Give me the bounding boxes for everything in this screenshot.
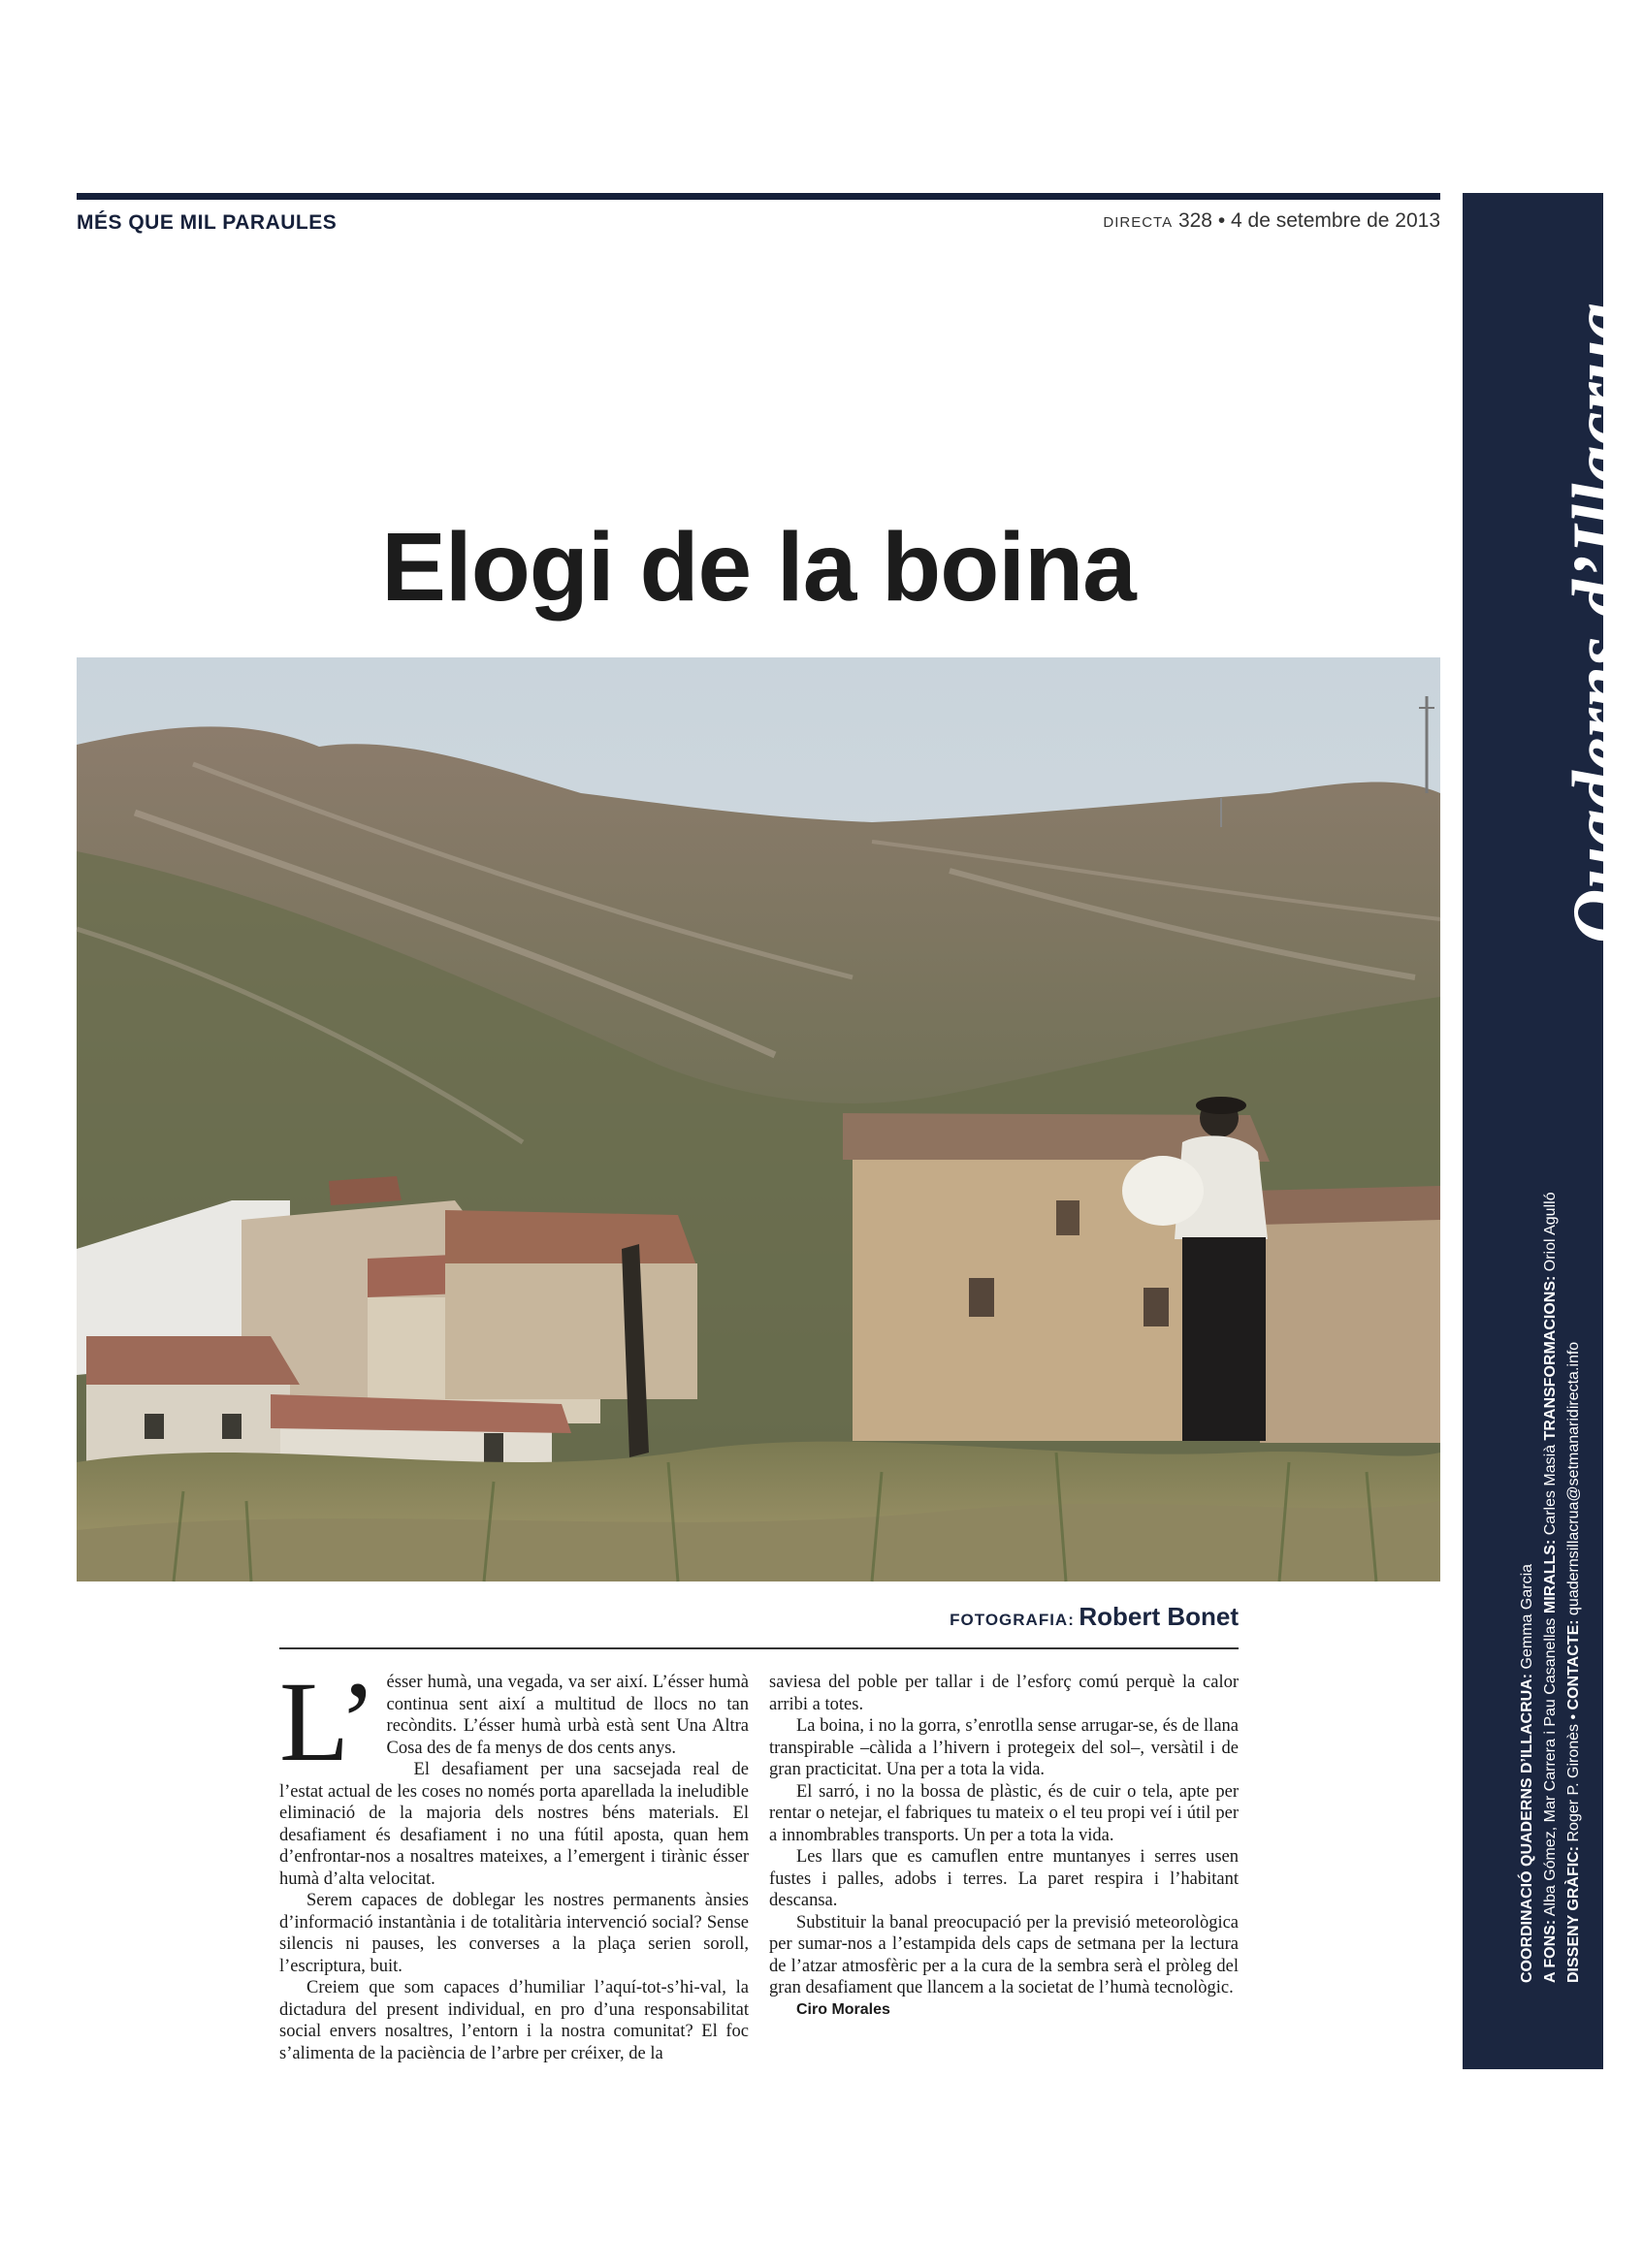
article-paragraph: El desafiament per una sacsejada real de l’estat actual de les coses no només porta aparellada la ineludible eliminació de la majoria dels nostres béns materials. El desafiament és desafiament i no una fútil aposta, quan hem d’enfrontar-nos a nosaltres mateixes, a l’emergent i tirànic ésser humà d’alta velocitat. [279, 1760, 749, 1889]
credit-line [1539, 1192, 1562, 1983]
credit-label: A FONS: [1542, 1919, 1559, 1983]
lead-text: ésser humà, una vegada, va ser així. L’ésser humà continua sent així a multitud de llocs no tan recòndits. L’ésser humà urbà està sent Una Altra Cosa des de fa menys de dos cents anys. [386, 1673, 749, 1758]
credit-label: TRANSFORMACIONS: [1542, 1275, 1559, 1441]
article-paragraph: saviesa del poble per tallar i de l’esforç comú perquè la calor arribi a totes. [769, 1673, 1239, 1714]
sidebar-credits [1516, 1192, 1586, 1983]
credit-text: Alba Gómez, Mar Carrera i Pau Casanellas [1542, 1613, 1559, 1920]
credit-text: Gemma Garcia [1519, 1563, 1535, 1674]
photo-credit-name: Robert Bonet [1079, 1602, 1239, 1631]
article-photo [77, 657, 1440, 1581]
article-column-1 [279, 1658, 749, 2064]
article-paragraph: Creiem que som capaces d’humiliar l’aquí-tot-s’hi-val, la dictadura del present individual, en pro d’una responsabilitat social envers nosaltres, l’entorn i la nostra comunitat? El foc s’alimenta de la paciència de l’arbre per créixer, de la [279, 1978, 749, 2063]
credit-text: Oriol Agulló [1542, 1192, 1559, 1276]
issue-date: 328 • 4 de setembre de 2013 [1177, 209, 1440, 232]
credit-text: Carles Masià [1542, 1440, 1559, 1540]
article-paragraph [279, 1658, 749, 1785]
credit-rule [279, 1647, 1239, 1649]
credit-label: CONTACTE: [1565, 1619, 1582, 1710]
article-headline: Elogi de la boina [381, 513, 1136, 622]
article-paragraph: Serem capaces de doblegar les nostres permanents ànsies d’informació instantània i de totalitària intervenció social? Sense silencis ni pauses, les converses a la plaça serien soroll, l’escriptura, buit. [279, 1891, 749, 1976]
article-column-2 [769, 1672, 1239, 2021]
header-rule [77, 193, 1440, 200]
credit-line [1516, 1192, 1539, 1983]
credit-label: COORDINACIÓ QUADERNS D’ILLACRUA: [1519, 1673, 1535, 1983]
photo-credit [950, 1602, 1239, 1632]
article-paragraph: El sarró, i no la bossa de plàstic, és de cuir o tela, apte per rentar o netejar, el fabriques tu mateix o el teu propi veí i útil per a innombrables transports. Un per a tota la vida. [769, 1781, 1239, 1845]
publication-name: DIRECTA [1103, 214, 1174, 231]
article-author: Ciro Morales [796, 2000, 890, 2018]
photo-credit-label: FOTOGRAFIA: [950, 1611, 1075, 1629]
credit-label: DISSENY GRÀFIC: [1565, 1845, 1582, 1983]
sidebar-title: Quaderns d’Illacrua [1557, 303, 1641, 943]
issue-info [1103, 209, 1440, 233]
section-label: MÉS QUE MIL PARAULES [77, 211, 338, 234]
credit-label: MIRALLS: [1542, 1539, 1559, 1614]
drop-cap: L’ [279, 1658, 377, 1785]
credit-line [1562, 1192, 1586, 1983]
credit-text: quadernsillacrua@setmanaridirecta.info [1565, 1341, 1582, 1620]
article-paragraph: Substituir la banal preocupació per la previsió meteorològica per sumar-nos a l’estampida dels caps de setmana per la lectura de l’atzar atmosfèric per a la cura de la sembra serà el pròleg del gran desafiament que llancem a la societat de l’humà tecnològic. [769, 1912, 1239, 1997]
article-paragraph: La boina, i no la gorra, s’enrotlla sense arrugar-se, és de llana transpirable –càlida a l’hivern i protegeix del sol–, versàtil i de gran practicitat. Una per a tota la vida. [769, 1716, 1239, 1779]
credit-text: Roger P. Gironès • [1565, 1709, 1582, 1846]
article-paragraph: Les llars que es camuflen entre muntanyes i serres usen fustes i palles, adobs i terres. La paret respira i l’habitant descansa. [769, 1847, 1239, 1910]
